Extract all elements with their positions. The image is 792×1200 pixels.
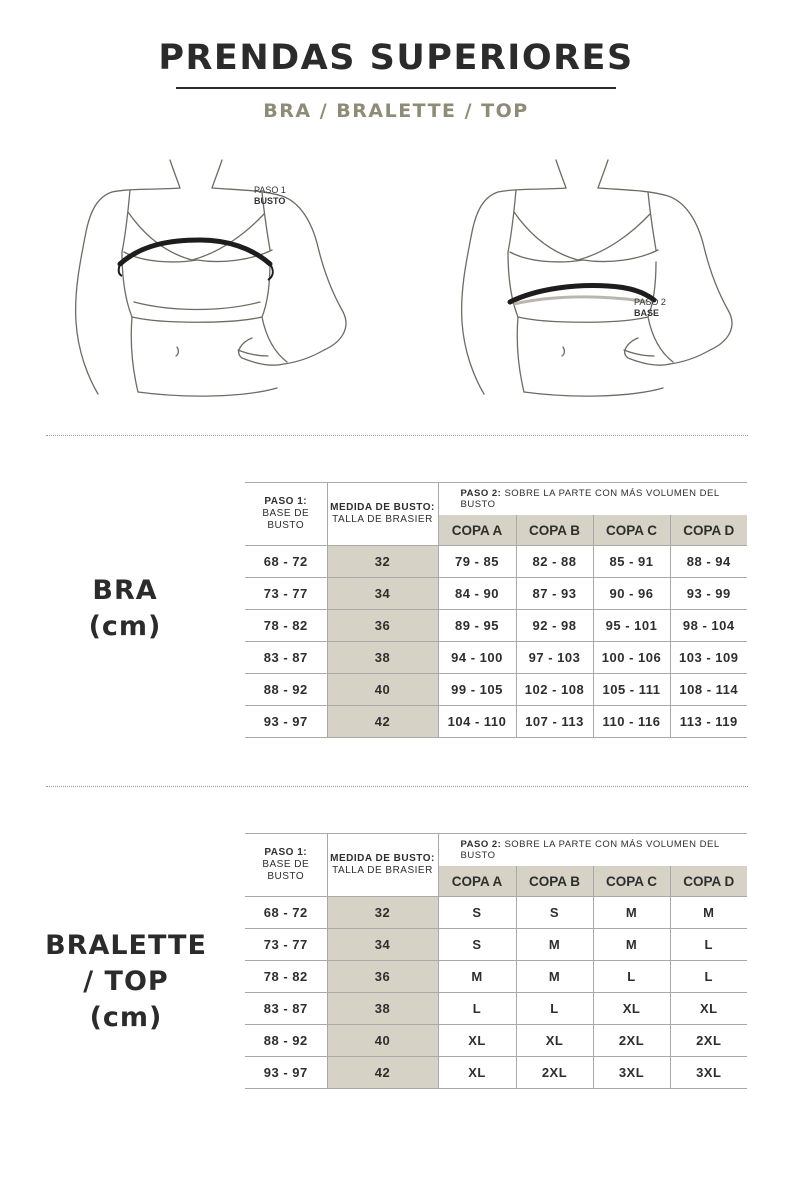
torso-illustration-step2 — [448, 152, 748, 402]
cup-cell: XL — [516, 1025, 593, 1057]
size-cell: 42 — [327, 1057, 438, 1089]
cup-cell: 108 - 114 — [670, 674, 747, 706]
cup-cell: 99 - 105 — [438, 674, 516, 706]
bralette-label-line3: (cm) — [89, 1002, 163, 1033]
cup-cell: 107 - 113 — [516, 706, 593, 738]
cup-cell: 100 - 106 — [593, 642, 670, 674]
bralette-copa-d: COPA D — [670, 866, 747, 897]
table-row — [245, 897, 747, 929]
cup-cell: S — [438, 897, 516, 929]
cup-cell: 105 - 111 — [593, 674, 670, 706]
base-cell: 68 - 72 — [245, 546, 327, 578]
base-cell: 93 - 97 — [245, 1057, 327, 1089]
cup-cell: 97 - 103 — [516, 642, 593, 674]
size-cell: 32 — [327, 546, 438, 578]
bra-col-base: PASO 1: BASE DE BUSTO — [245, 483, 327, 546]
size-cell: 34 — [327, 929, 438, 961]
cup-cell: 3XL — [593, 1057, 670, 1089]
title-underline — [176, 87, 616, 89]
step2-label-line1: PASO 2 — [634, 297, 666, 307]
bust-measure-figure — [62, 152, 362, 402]
bra-col-paso2: PASO 2: SOBRE LA PARTE CON MÁS VOLUMEN DEL BUSTO — [438, 483, 747, 516]
cup-cell: L — [670, 929, 747, 961]
cup-cell: 2XL — [670, 1025, 747, 1057]
bra-label-line2: (cm) — [88, 611, 162, 642]
size-cell: 36 — [327, 961, 438, 993]
base-cell: 78 - 82 — [245, 961, 327, 993]
size-cell: 36 — [327, 610, 438, 642]
size-cell: 42 — [327, 706, 438, 738]
cup-cell: M — [516, 929, 593, 961]
cup-cell: M — [438, 961, 516, 993]
torso-illustration-step1 — [62, 152, 362, 402]
base-cell: 83 - 87 — [245, 993, 327, 1025]
cup-cell: 113 - 119 — [670, 706, 747, 738]
table-row — [245, 578, 747, 610]
cup-cell: M — [593, 897, 670, 929]
base-cell: 83 - 87 — [245, 642, 327, 674]
bralette-label-line1: BRALETTE — [45, 930, 207, 961]
bralette-section-label — [36, 928, 216, 1036]
bra-copa-a: COPA A — [438, 515, 516, 546]
bra-copa-b: COPA B — [516, 515, 593, 546]
table-row — [245, 610, 747, 642]
step1-label-line1: PASO 1 — [254, 185, 286, 195]
cup-cell: 103 - 109 — [670, 642, 747, 674]
step2-label-line2: BASE — [634, 308, 660, 318]
cup-cell: 79 - 85 — [438, 546, 516, 578]
bralette-col-paso2: PASO 2: SOBRE LA PARTE CON MÁS VOLUMEN DEL BUSTO — [438, 834, 747, 867]
size-cell: 40 — [327, 1025, 438, 1057]
size-cell: 38 — [327, 642, 438, 674]
bra-copa-c: COPA C — [593, 515, 670, 546]
step2-label — [634, 297, 666, 319]
cup-cell: 85 - 91 — [593, 546, 670, 578]
bralette-copa-c: COPA C — [593, 866, 670, 897]
cup-cell: 82 - 88 — [516, 546, 593, 578]
bralette-col-base: PASO 1: BASE DE BUSTO — [245, 834, 327, 897]
table-row — [245, 546, 747, 578]
cup-cell: S — [438, 929, 516, 961]
bra-col-medida: MEDIDA DE BUSTO: TALLA DE BRASIER — [327, 483, 438, 546]
cup-cell: L — [670, 961, 747, 993]
cup-cell: 2XL — [593, 1025, 670, 1057]
table-row — [245, 1025, 747, 1057]
size-cell: 38 — [327, 993, 438, 1025]
bralette-size-table — [245, 833, 747, 1089]
cup-cell: 84 - 90 — [438, 578, 516, 610]
cup-cell: 102 - 108 — [516, 674, 593, 706]
cup-cell: 104 - 110 — [438, 706, 516, 738]
table-row — [245, 706, 747, 738]
base-cell: 68 - 72 — [245, 897, 327, 929]
table-row — [245, 961, 747, 993]
cup-cell: S — [516, 897, 593, 929]
base-cell: 78 - 82 — [245, 610, 327, 642]
cup-cell: M — [593, 929, 670, 961]
step1-label-line2: BUSTO — [254, 196, 286, 206]
cup-cell: 88 - 94 — [670, 546, 747, 578]
bralette-header-row — [245, 834, 747, 867]
section-divider-2 — [46, 786, 748, 787]
cup-cell: 87 - 93 — [516, 578, 593, 610]
bralette-col-medida: MEDIDA DE BUSTO: TALLA DE BRASIER — [327, 834, 438, 897]
cup-cell: 95 - 101 — [593, 610, 670, 642]
cup-cell: 98 - 104 — [670, 610, 747, 642]
cup-cell: XL — [438, 1025, 516, 1057]
cup-cell: XL — [593, 993, 670, 1025]
cup-cell: 2XL — [516, 1057, 593, 1089]
table-row — [245, 993, 747, 1025]
cup-cell: 90 - 96 — [593, 578, 670, 610]
base-cell: 88 - 92 — [245, 674, 327, 706]
cup-cell: 89 - 95 — [438, 610, 516, 642]
bralette-copa-a: COPA A — [438, 866, 516, 897]
table-row — [245, 642, 747, 674]
cup-cell: 94 - 100 — [438, 642, 516, 674]
base-cell: 88 - 92 — [245, 1025, 327, 1057]
cup-cell: 92 - 98 — [516, 610, 593, 642]
table-row — [245, 1057, 747, 1089]
cup-cell: XL — [670, 993, 747, 1025]
bra-copa-d: COPA D — [670, 515, 747, 546]
cup-cell: XL — [438, 1057, 516, 1089]
size-cell: 32 — [327, 897, 438, 929]
bralette-label-line2: / TOP — [83, 966, 169, 997]
cup-cell: L — [516, 993, 593, 1025]
cup-cell: 3XL — [670, 1057, 747, 1089]
base-cell: 93 - 97 — [245, 706, 327, 738]
base-measure-figure — [448, 152, 748, 402]
bralette-copa-b: COPA B — [516, 866, 593, 897]
cup-cell: 93 - 99 — [670, 578, 747, 610]
cup-cell: L — [593, 961, 670, 993]
table-row — [245, 674, 747, 706]
cup-cell: M — [516, 961, 593, 993]
bra-label-line1: BRA — [92, 575, 158, 606]
base-cell: 73 - 77 — [245, 578, 327, 610]
cup-cell: 110 - 116 — [593, 706, 670, 738]
section-divider-1 — [46, 435, 748, 436]
bra-header-row — [245, 483, 747, 516]
size-cell: 40 — [327, 674, 438, 706]
table-row — [245, 929, 747, 961]
size-cell: 34 — [327, 578, 438, 610]
bra-section-label — [60, 573, 190, 645]
page-title: PRENDAS SUPERIORES — [158, 38, 634, 78]
cup-cell: M — [670, 897, 747, 929]
page-subtitle: BRA / BRALETTE / TOP — [263, 100, 529, 122]
cup-cell: L — [438, 993, 516, 1025]
step1-label — [254, 185, 286, 207]
base-cell: 73 - 77 — [245, 929, 327, 961]
bra-size-table — [245, 482, 747, 738]
